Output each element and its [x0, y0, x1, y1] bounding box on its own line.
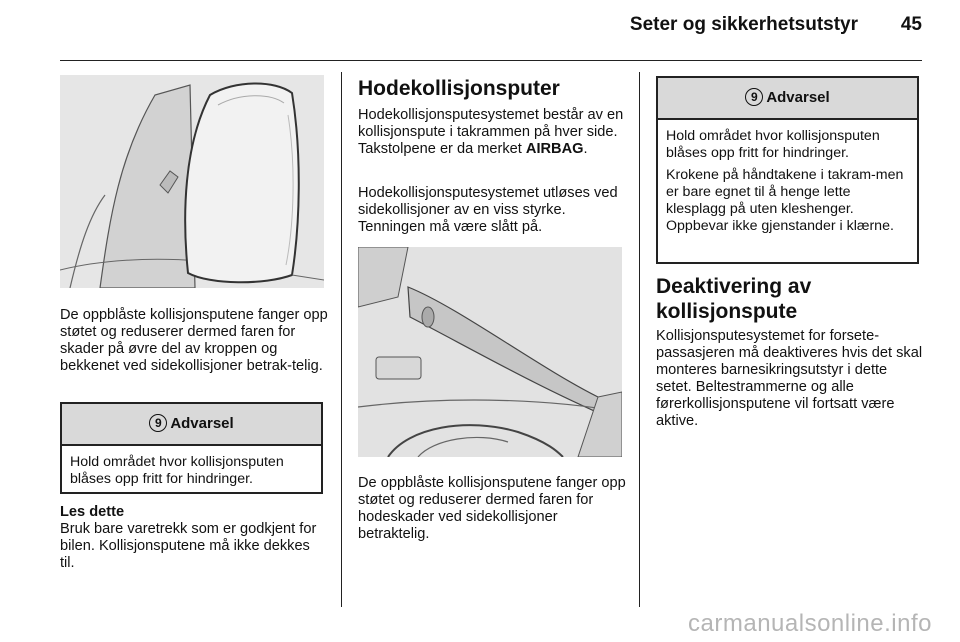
paragraph-text: Hodekollisjonsputesystemet består av en kollisjonspute i takrammen på hver side. Takstolpene er da merket	[358, 107, 624, 157]
warning-icon: 9	[149, 414, 167, 432]
warning-box-2	[656, 76, 919, 264]
warning-paragraph-1: Hold området hvor kollisjonsputen blåses opp fritt for hindringer.	[666, 128, 880, 161]
column-divider-2	[639, 72, 640, 607]
note-text: Bruk bare varetrekk som er godkjent for bilen. Kollisjonsputene må ikke dekkes til.	[60, 521, 317, 571]
note-title: Les dette	[60, 504, 125, 520]
head-airbag-illustration	[358, 247, 622, 457]
paragraph-head-airbags-2: Hodekollisjonsputesystemet utløses ved sidekollisjoner av en viss styrke. Tenningen må være slått på.	[358, 185, 618, 235]
heading-deactivation: Deaktivering av kollisjonspute	[656, 275, 812, 323]
side-airbag-illustration	[60, 75, 324, 288]
warning-body	[658, 120, 917, 246]
paragraph-deactivation: Kollisjonsputesystemet for forsete-passasjeren må deaktiveres hvis det skal monteres barnesikringsutstyr i dette setet. Beltestrammerne og alle førerkollisjonsputene vil fortsatt være aktive.	[656, 328, 923, 429]
column-divider-1	[341, 72, 342, 607]
figure1-caption: De oppblåste kollisjonsputene fanger opp støtet og reduserer dermed faren for skader på øvre del av kroppen og bekkenet ved sidekollisjoner betrak-telig.	[60, 307, 328, 374]
warning-body: Hold området hvor kollisjonsputen blåses opp fritt for hindringer.	[70, 454, 284, 487]
figure2-caption: De oppblåste kollisjonsputene fanger opp støtet og reduserer dermed faren for hodeskader ved sidekollisjoner betraktelig.	[358, 475, 626, 542]
section-title: Seter og sikkerhetsutstyr	[629, 14, 858, 35]
warning-title: Advarsel	[170, 415, 234, 432]
note-block	[60, 504, 328, 572]
warning-box-1	[60, 402, 323, 494]
warning-header	[62, 404, 321, 446]
warning-icon: 9	[745, 88, 763, 106]
heading-head-airbags: Hodekollisjonsputer	[358, 77, 560, 100]
paragraph-end: .	[583, 141, 588, 157]
watermark: carmanualsonline.info	[688, 610, 932, 637]
paragraph-head-airbags-1	[358, 107, 628, 158]
warning-header	[658, 78, 917, 120]
page-number: 45	[900, 14, 922, 35]
header-divider	[60, 60, 922, 61]
warning-title: Advarsel	[766, 89, 830, 106]
airbag-marking: AIRBAG	[525, 141, 584, 157]
warning-paragraph-2: Krokene på håndtakene i takram-men er bare egnet til å henge lette klesplagg på uten kleshenger. Oppbevar ikke gjenstander i klærne.	[666, 167, 904, 234]
